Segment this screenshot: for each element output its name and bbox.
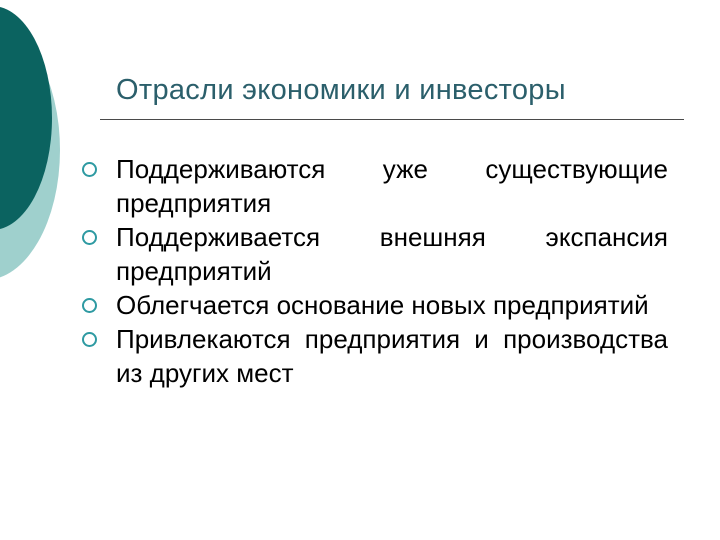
hollow-circle-icon — [82, 162, 97, 177]
hollow-circle-icon — [82, 298, 97, 313]
bullet-item — [116, 288, 668, 322]
bullet-text: Поддерживается внешняя экспансия предприятий — [116, 222, 668, 286]
bullet-text: Поддерживаются уже существующие предприятия — [116, 154, 668, 218]
hollow-circle-icon — [82, 230, 97, 245]
title-divider — [100, 119, 684, 120]
bullet-text: Привлекаются предприятия и производства из других мест — [116, 324, 668, 388]
decorative-ellipses — [0, 0, 80, 300]
bullet-item — [116, 220, 668, 288]
bullet-item — [116, 322, 668, 390]
bullet-item — [116, 152, 668, 220]
bullet-text: Облегчается основание новых предприятий — [116, 290, 649, 320]
bullet-list — [116, 152, 668, 390]
hollow-circle-icon — [82, 332, 97, 347]
slide-title: Отрасли экономики и инвесторы — [116, 74, 566, 106]
